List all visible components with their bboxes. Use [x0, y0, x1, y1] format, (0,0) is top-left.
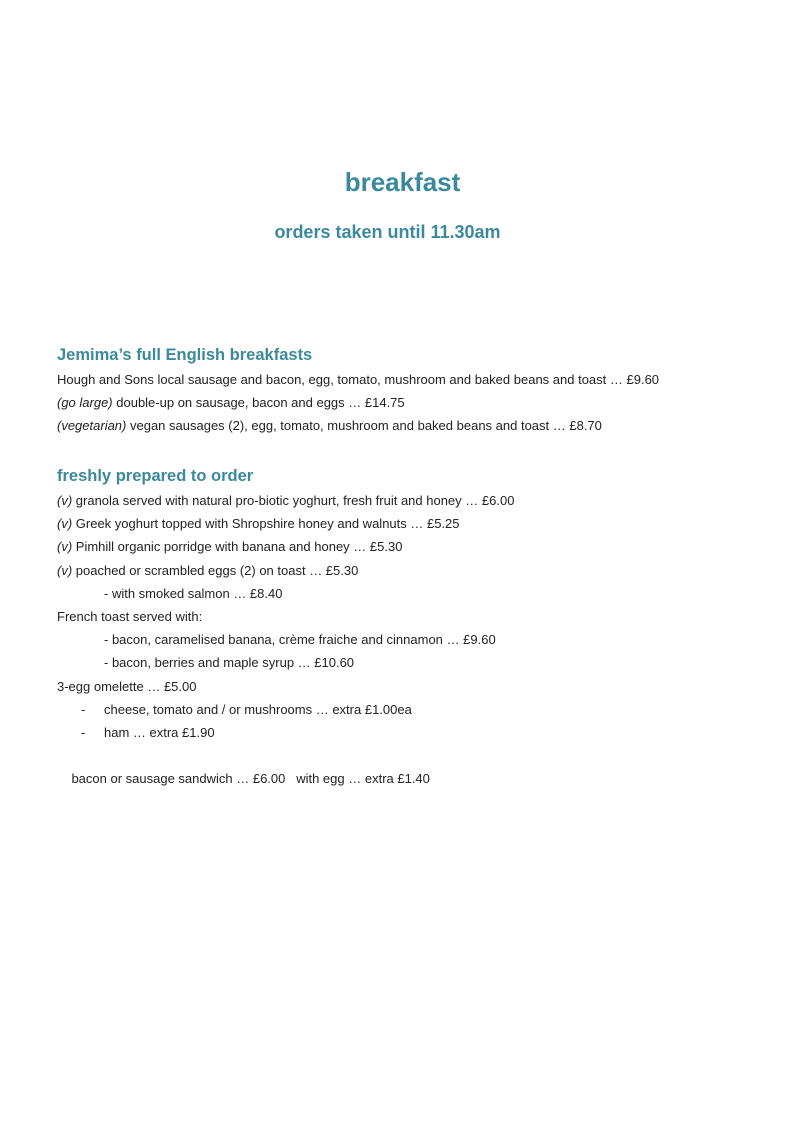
item-text: Greek yoghurt topped with Shropshire honey and walnuts … £5.25	[72, 516, 460, 532]
item-text: poached or scrambled eggs (2) on toast … £5.30	[72, 562, 359, 578]
item-text: vegan sausages (2), egg, tomato, mushroom and baked beans and toast … £8.70	[126, 418, 602, 434]
item-text: - bacon, berries and maple syrup … £10.60	[104, 655, 355, 671]
menu-sub-item	[57, 628, 777, 651]
item-tag: (v)	[57, 516, 73, 532]
item-text: Hough and Sons local sausage and bacon, egg, tomato, mushroom and baked beans and toast … £9.60	[57, 372, 660, 387]
menu-item	[57, 512, 777, 535]
menu-item	[57, 675, 777, 698]
section-heading: Jemima’s full English breakfasts	[57, 346, 313, 364]
item-tag: (vegetarian)	[57, 418, 127, 434]
menu-item	[57, 605, 777, 628]
menu-item	[57, 489, 777, 512]
menu-subtitle: orders taken until 11.30am	[274, 222, 501, 242]
menu-bullet-item	[57, 698, 777, 721]
item-text: granola served with natural pro-biotic yoghurt, fresh fruit and honey … £6.00	[72, 493, 515, 508]
item-text: - with smoked salmon … £8.40	[104, 585, 283, 601]
item-text: - bacon, caramelised banana, crème fraiche and cinnamon … £9.60	[104, 632, 496, 648]
item-text: 3-egg omelette … £5.00	[57, 678, 197, 694]
freshly-prepared-section	[57, 463, 777, 787]
item-text: cheese, tomato and / or mushrooms … extra £1.00ea	[104, 701, 412, 717]
menu-item	[57, 744, 777, 787]
item-tag: (v)	[57, 562, 73, 578]
item-tag: (v)	[57, 539, 73, 555]
item-text: ham … extra £1.90	[104, 724, 215, 740]
menu-title: breakfast	[344, 167, 461, 197]
full-english-section	[57, 342, 777, 438]
section-heading: freshly prepared to order	[57, 467, 254, 485]
item-tag: (go large)	[57, 395, 113, 411]
menu-sub-item	[57, 651, 777, 674]
menu-item	[57, 559, 777, 582]
menu-item	[57, 391, 777, 414]
bullet-dash: -	[81, 724, 86, 740]
menu-item	[57, 535, 777, 558]
item-text: bacon or sausage sandwich … £6.00 with egg … extra £1.40	[71, 771, 430, 787]
item-text: French toast served with:	[57, 608, 203, 624]
item-text: double-up on sausage, bacon and eggs … £14.75	[112, 395, 405, 411]
item-tag: (v)	[57, 493, 73, 508]
menu-bullet-item	[57, 721, 777, 744]
menu-item	[57, 368, 777, 391]
menu-item	[57, 414, 777, 437]
bullet-dash: -	[81, 701, 86, 717]
menu-sub-item	[57, 582, 777, 605]
item-text: Pimhill organic porridge with banana and honey … £5.30	[72, 539, 403, 555]
